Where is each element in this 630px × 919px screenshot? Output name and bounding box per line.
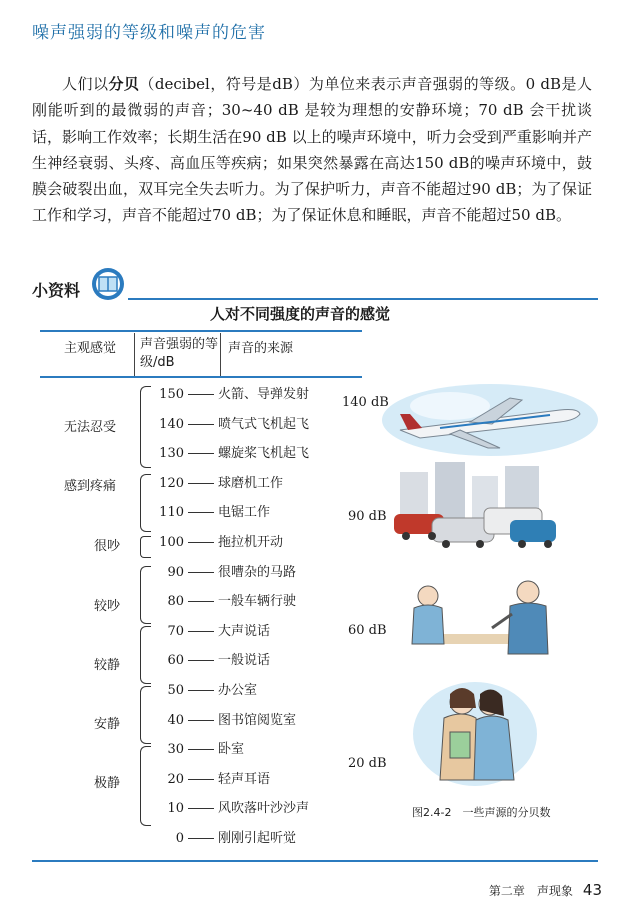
leader-dash [188, 838, 214, 839]
feeling-label: 无法忍受 [64, 420, 117, 435]
source-text: 办公室 [218, 683, 258, 698]
level-value: 40 [167, 712, 184, 728]
level-row [150, 801, 309, 817]
leader-dash [188, 631, 214, 632]
airplane-illustration [380, 378, 600, 458]
level-value: 130 [159, 446, 184, 462]
source-text: 大声说话 [218, 623, 271, 639]
feeling-label: 较静 [94, 658, 121, 673]
level-row [150, 387, 309, 403]
leader-dash [188, 424, 214, 425]
level-value: 30 [167, 742, 184, 758]
body-paragraph [32, 71, 592, 229]
leader-dash [188, 601, 214, 602]
source-text: 一般说话 [218, 653, 271, 669]
header-feeling: 主观感觉 [64, 341, 117, 356]
leader-dash [188, 720, 214, 721]
level-value: 110 [159, 505, 184, 521]
leader-dash [188, 660, 214, 661]
level-row [150, 476, 283, 492]
source-text: 风吹落叶沙沙声 [218, 801, 310, 817]
feeling-label: 很吵 [94, 539, 121, 554]
level-value: 80 [167, 594, 184, 610]
leader-dash [188, 542, 214, 543]
chapter-label: 第二章 声现象 [488, 884, 573, 898]
section-title: 噪声强弱的等级和噪声的危害 [32, 23, 266, 43]
leader-dash [188, 572, 214, 573]
leader-dash [188, 808, 214, 809]
source-text: 火箭、导弹发射 [218, 387, 310, 402]
traffic-illustration [380, 462, 570, 552]
leader-dash [188, 749, 214, 750]
paragraph-lead: 人们以 [62, 75, 109, 93]
level-row [150, 831, 296, 847]
level-row [150, 446, 309, 462]
header-divider [134, 333, 135, 376]
header-level: 声音强弱的等级/dB [140, 337, 219, 370]
level-value: 140 [159, 416, 184, 432]
level-row [150, 683, 257, 699]
leader-dash [188, 453, 214, 454]
source-text: 刚刚引起听觉 [218, 831, 297, 846]
level-value: 70 [167, 623, 184, 639]
level-row [150, 772, 270, 788]
db-label: 20 dB [348, 756, 387, 771]
level-value: 50 [167, 683, 184, 698]
book-icon [88, 266, 128, 302]
leader-dash [188, 779, 214, 780]
feeling-label: 较吵 [94, 599, 121, 614]
db-label: 60 dB [348, 623, 387, 638]
leader-dash [188, 483, 214, 484]
level-row [150, 417, 309, 433]
leader-dash [188, 690, 214, 691]
level-row [150, 742, 244, 758]
source-text: 很嘈杂的马路 [218, 564, 297, 580]
bold-term: 分贝 [108, 75, 140, 93]
header-bottom-rule [40, 376, 362, 378]
source-text: 图书馆阅览室 [218, 712, 297, 728]
whisper-illustration [410, 680, 540, 788]
tip-label: 小资料 [32, 281, 81, 300]
source-text: 拖拉机开动 [218, 535, 284, 550]
figure-caption: 图2.4-2 一些声源的分贝数 [412, 806, 551, 819]
level-value: 150 [159, 387, 184, 402]
source-text: 轻声耳语 [218, 771, 271, 787]
footer-rule [32, 860, 598, 862]
tip-rule [128, 298, 598, 300]
db-label: 90 dB [348, 509, 387, 524]
table-title: 人对不同强度的声音的感觉 [210, 305, 391, 323]
paragraph-rest: （decibel，符号是dB）为单位来表示声音强弱的等级。0 dB是人刚能听到的最微弱的声音；30~40 dB 是较为理想的安静环境；70 dB 会干扰谈话，影响工作效率；长期生活在90 dB 以上的噪声环境中，听力会受到严重影响并产生神经衰弱、头疼、高血压等疾病；如果突然暴露在高达150 dB的噪声环境中，鼓膜会破裂出血，双耳完全失去听力。为了保护听力，声音不能超过90 dB；为了保证工作和学习，声音不能超过70 dB；为了保证休息和睡眠，声音不能超过50 dB。 [32, 75, 592, 225]
level-value: 60 [167, 653, 184, 669]
feeling-label: 感到疼痛 [64, 479, 117, 494]
level-value: 0 [175, 831, 184, 846]
source-text: 卧室 [218, 742, 245, 758]
conversation-illustration [400, 574, 560, 664]
feeling-label: 安静 [94, 717, 121, 732]
level-value: 20 [167, 771, 184, 787]
page-number: 43 [582, 881, 602, 899]
header-top-rule [40, 330, 362, 332]
header-source: 声音的来源 [228, 341, 294, 356]
level-value: 100 [159, 535, 184, 550]
level-row [150, 713, 296, 729]
level-row [150, 594, 296, 610]
source-text: 螺旋桨飞机起飞 [218, 446, 310, 462]
leader-dash [188, 394, 214, 395]
feeling-label: 极静 [94, 776, 121, 791]
level-row [150, 565, 296, 581]
level-value: 90 [167, 564, 184, 580]
level-row [150, 624, 270, 640]
level-value: 10 [167, 801, 184, 817]
level-row [150, 535, 283, 551]
level-value: 120 [159, 475, 184, 491]
source-text: 喷气式飞机起飞 [218, 416, 310, 432]
level-row [150, 653, 270, 669]
source-text: 球磨机工作 [218, 475, 284, 491]
db-label: 140 dB [342, 395, 389, 410]
source-text: 电锯工作 [218, 505, 271, 521]
source-text: 一般车辆行驶 [218, 594, 297, 610]
header-divider [220, 333, 221, 376]
leader-dash [188, 512, 214, 513]
footer [489, 881, 602, 899]
level-row [150, 505, 270, 521]
